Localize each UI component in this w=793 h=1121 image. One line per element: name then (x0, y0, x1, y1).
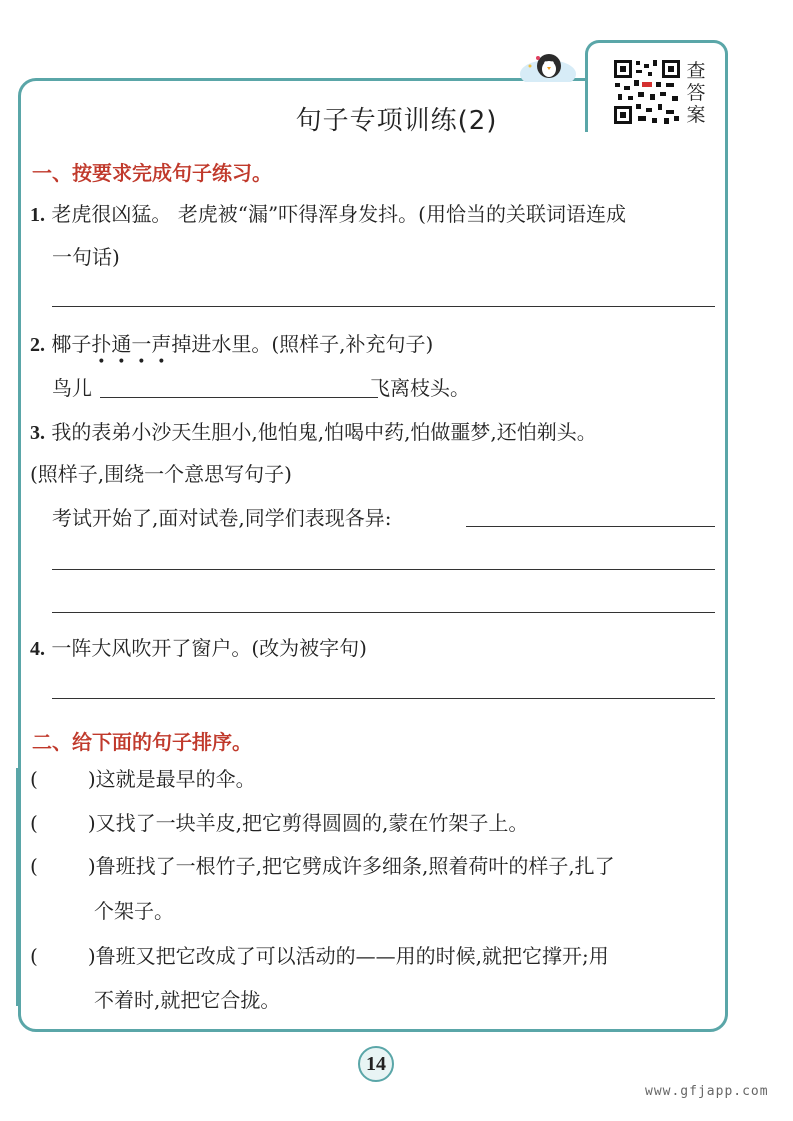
answer-line-3a[interactable] (466, 526, 715, 527)
question-3 (30, 419, 597, 446)
emphasis-char: 一 (131, 332, 152, 356)
question-3-line2: (照样子,围绕一个意思写句子) (30, 462, 292, 486)
paren-open: ( (30, 944, 38, 968)
question-1-number: 1. (30, 204, 45, 226)
question-4-text: 一阵大风吹开了窗户。(改为被字句) (51, 636, 367, 660)
fill-suffix: 飞离枝头。 (370, 376, 470, 400)
answer-line-4[interactable] (52, 698, 715, 699)
sort-item-text: )鲁班又把它改成了可以活动的——用的时候,就把它撑开;用 (87, 944, 609, 968)
answer-line-1[interactable] (52, 306, 715, 307)
left-accent-bar (16, 768, 19, 1006)
fill-prefix: 鸟儿 (52, 376, 92, 400)
sort-item-text: )又找了一块羊皮,把它剪得圆圆的,蒙在竹架子上。 (87, 811, 529, 835)
sort-item-text: )鲁班找了一根竹子,把它劈成许多细条,照着荷叶的样子,扎了 (87, 854, 615, 878)
sort-item-4-line2: 不着时,就把它合拢。 (94, 988, 281, 1012)
sort-item-2 (30, 810, 528, 836)
qr-label: 查答案 (686, 60, 706, 126)
question-4-number: 4. (30, 638, 45, 660)
question-1-text: 老虎很凶猛。 老虎被“漏”吓得浑身发抖。(用恰当的关联词语连成 (51, 202, 626, 226)
section-2-heading: 二、给下面的句子排序。 (32, 730, 252, 754)
paren-open: ( (30, 854, 38, 878)
watermark: www.gfjapp.com (645, 1084, 769, 1099)
penguin-mascot-icon (518, 44, 578, 82)
sort-item-text: )这就是最早的伞。 (87, 767, 256, 791)
answer-line-2[interactable] (100, 397, 378, 398)
emphasis-char: 通 (111, 332, 132, 356)
paren-open: ( (30, 811, 38, 835)
question-4 (30, 635, 367, 662)
sort-item-3-line2: 个架子。 (94, 899, 174, 923)
emphasis-char: 声 (151, 332, 172, 356)
emphasis-char: 扑 (91, 332, 112, 356)
question-2-pre: 椰子 (51, 332, 92, 356)
answer-line-3c[interactable] (52, 612, 715, 613)
sort-item-1 (30, 766, 256, 792)
question-2 (30, 331, 433, 358)
question-3-line3: 考试开始了,面对试卷,同学们表现各异: (52, 506, 392, 530)
page-number: 14 (358, 1046, 394, 1082)
section-1-heading: 一、按要求完成句子练习。 (32, 161, 272, 185)
answer-line-3b[interactable] (52, 569, 715, 570)
sort-item-4 (30, 943, 609, 969)
question-3-text: 我的表弟小沙天生胆小,他怕鬼,怕喝中药,怕做噩梦,还怕剃头。 (51, 420, 597, 444)
question-1 (30, 201, 626, 228)
page-title: 句子专项训练(2) (295, 106, 498, 136)
question-3-number: 3. (30, 422, 45, 444)
question-1-line2: 一句话) (52, 245, 120, 269)
question-2-number: 2. (30, 334, 45, 356)
sort-item-3 (30, 853, 615, 879)
paren-open: ( (30, 767, 38, 791)
question-2-post: 掉进水里。(照样子,补充句子) (171, 332, 434, 356)
